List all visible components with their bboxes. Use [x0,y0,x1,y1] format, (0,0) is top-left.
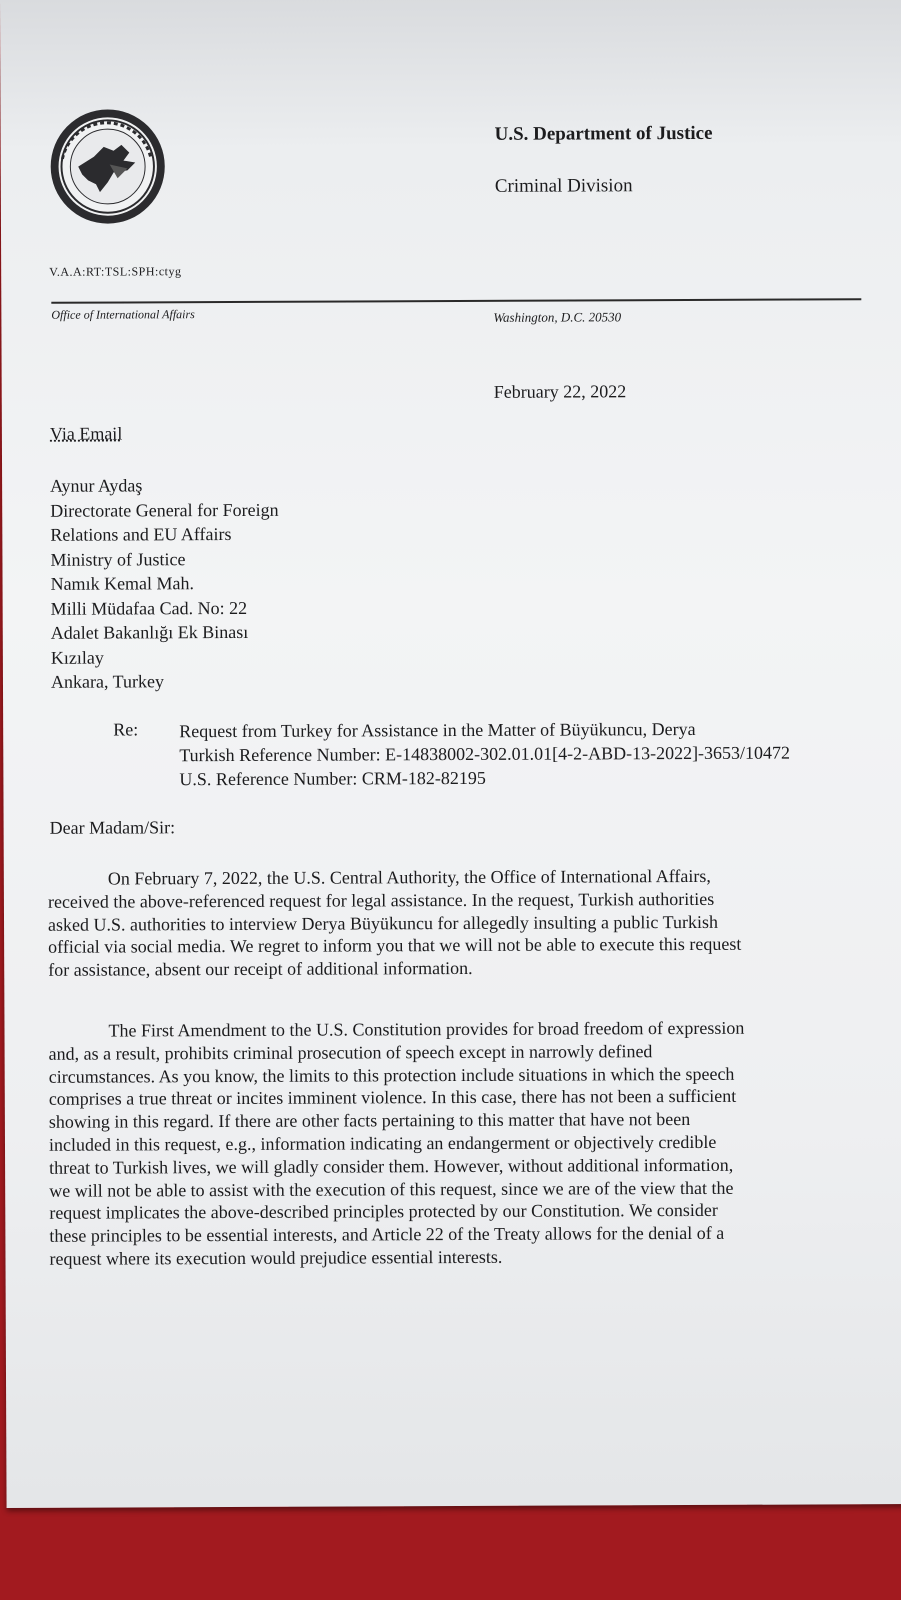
reference-code: V.A.A:RT:TSL:SPH:ctyg [49,264,182,279]
division-name: Criminal Division [494,175,633,197]
address-line: Ankara, Turkey [50,671,165,692]
paragraph-line: threat to Turkish lives, we will gladly consider them. However, without additional information, [49,1154,734,1178]
paragraph-line: The First Amendment to the U.S. Constitution provides for broad freedom of expression [108,1017,745,1041]
body-paragraph-1 [48,864,858,982]
address-line: Directorate General for Foreign [50,499,279,521]
doj-seal-icon [48,107,167,226]
paragraph-line: for assistance, absent our receipt of additional information. [48,958,473,980]
address-line: Kızılay [50,647,104,668]
paragraph-line: these principles to be essential interests, and Article 22 of the Treaty allows for the denial of a [49,1223,725,1246]
paragraph-line: and, as a result, prohibits criminal prosecution of speech except in narrowly defined [48,1040,653,1064]
paragraph-line: circumstances. As you know, the limits to this protection include situations in which the speech [48,1063,735,1087]
paragraph-line: request implicates the above-described principles protected by our Constitution. We consider [49,1200,718,1224]
paragraph-line: On February 7, 2022, the U.S. Central Authority, the Office of International Affairs, [107,865,711,889]
paragraph-line: comprises a true threat or incites imminent violence. In this case, there has not been a sufficient [48,1086,737,1110]
salutation: Dear Madam/Sir: [49,817,176,838]
office-city: Washington, D.C. 20530 [493,309,622,325]
paragraph-line: showing in this regard. If there are other facts pertaining to this matter that have not been [48,1109,691,1132]
paragraph-line: received the above-referenced request for legal assistance. In the request, Turkish authorities [47,888,715,912]
letter-date: February 22, 2022 [493,381,627,402]
recipient-address [50,473,279,694]
body-paragraph-2 [48,1016,859,1270]
paragraph-line: request where its execution would prejudice essential interests. [49,1246,503,1269]
address-line: Adalet Bakanlığı Ek Binası [50,621,249,643]
subject-line: Request from Turkey for Assistance in the Matter of Büyükuncu, Derya [179,718,696,742]
turkish-reference: Turkish Reference Number: E-14838002-302.01.01[4-2-ABD-13-2022]-3653/10472 [179,742,791,766]
address-line: Ministry of Justice [50,548,186,570]
us-reference: U.S. Reference Number: CRM-182-82195 [179,767,486,790]
delivery-method [50,423,122,444]
via-label: Via Email [49,423,123,444]
paragraph-line: asked U.S. authorities to interview Derya Büyükuncu for allegedly insulting a public Turkish [47,911,718,935]
address-line: Milli Müdafaa Cad. No: 22 [50,597,248,619]
paragraph-line: we will not be able to assist with the execution of this request, since we are of the view that the [49,1177,734,1201]
address-line: Namık Kemal Mah. [50,573,195,594]
re-label: Re: [113,719,139,740]
address-line: Aynur Aydaş [50,475,143,496]
department-name: U.S. Department of Justice [494,122,713,145]
letterhead-divider [51,298,861,304]
address-line: Relations and EU Affairs [50,523,232,545]
paragraph-line: official via social media. We regret to inform you that we will not be able to execute this request [48,934,742,958]
subject-block [179,717,790,792]
paragraph-line: included in this request, e.g., information indicating an endangerment or objectively credible [48,1131,717,1155]
office-name: Office of International Affairs [51,307,195,322]
